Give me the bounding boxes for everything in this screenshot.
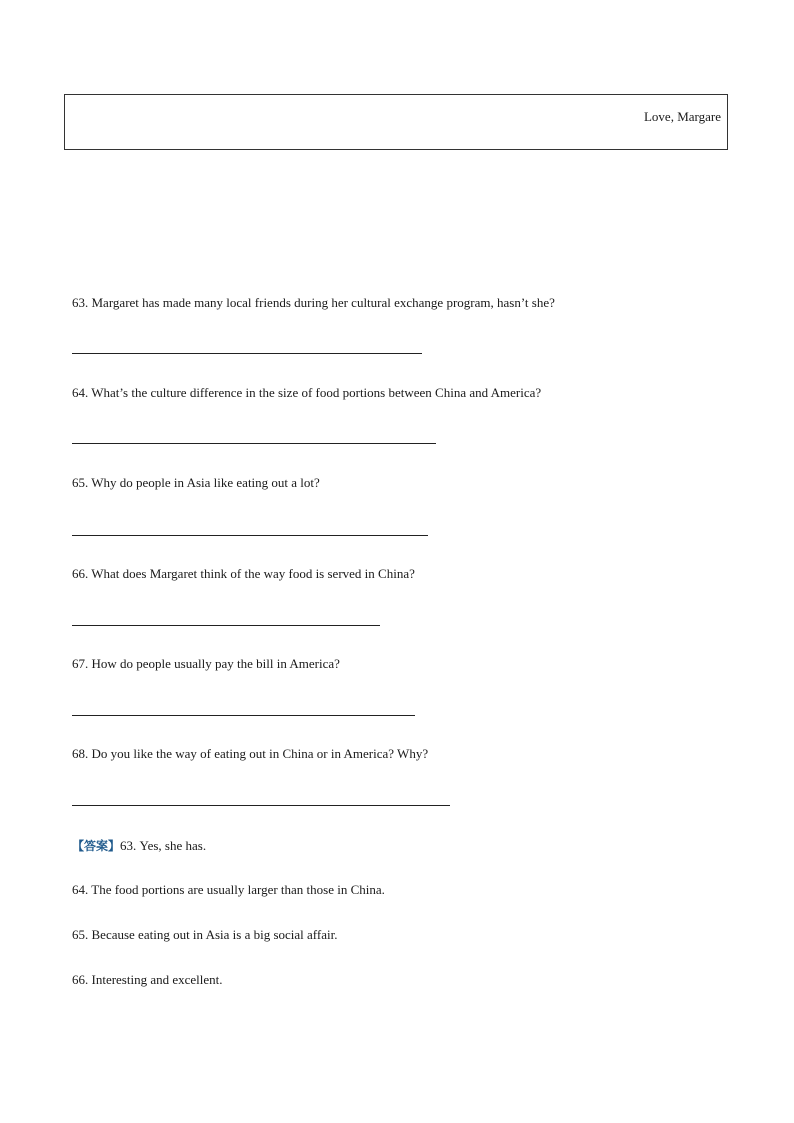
answer-line-63[interactable] [72, 353, 422, 354]
answer-line-67[interactable] [72, 715, 415, 716]
answer-line-64[interactable] [72, 443, 436, 444]
question-66: 66. What does Margaret think of the way food is served in China? [72, 566, 415, 581]
question-65: 65. Why do people in Asia like eating out a lot? [72, 475, 320, 490]
answer-text-63: 63. Yes, she has. [120, 838, 207, 853]
question-67: 67. How do people usually pay the bill in America? [72, 656, 340, 671]
question-68: 68. Do you like the way of eating out in China or in America? Why? [72, 746, 429, 761]
answer-line-66[interactable] [72, 625, 380, 626]
answer-tag: 【答案】 [72, 839, 121, 853]
letter-signoff: Love, Margare [643, 109, 721, 124]
question-64: 64. What’s the culture difference in the size of food portions between China and America? [72, 385, 542, 400]
letter-box [64, 94, 728, 150]
answer-65: 65. Because eating out in Asia is a big social affair. [72, 927, 338, 942]
answer-line-65[interactable] [72, 535, 428, 536]
question-63: 63. Margaret has made many local friends during her cultural exchange program, hasn’t she? [72, 295, 555, 310]
answer-line-68[interactable] [72, 805, 450, 806]
answer-64: 64. The food portions are usually larger than those in China. [72, 882, 385, 897]
answer-66: 66. Interesting and excellent. [72, 972, 223, 987]
answer-63 [72, 837, 206, 854]
